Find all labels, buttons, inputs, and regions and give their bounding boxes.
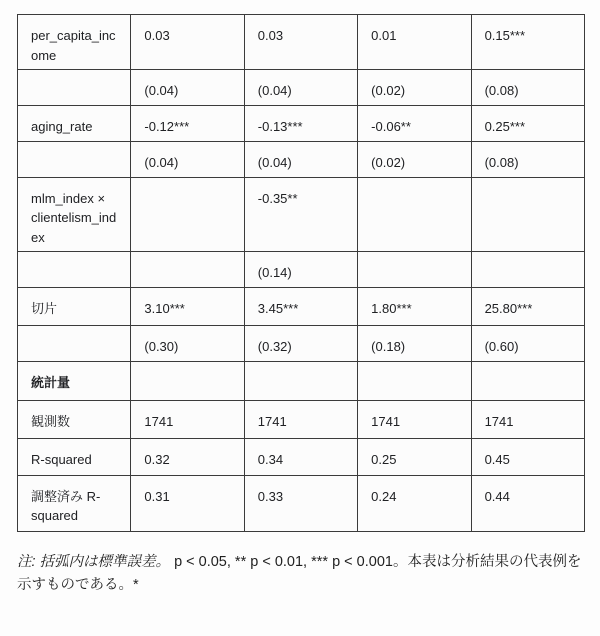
value-cell: (0.04)	[131, 142, 244, 178]
value-cell: 0.45	[471, 438, 584, 475]
row-label-cell: per_capita_income	[18, 15, 131, 70]
table-row-section-header	[18, 361, 585, 400]
value-cell: 0.03	[244, 15, 357, 70]
value-cell: 0.01	[358, 15, 471, 70]
table-row	[18, 438, 585, 475]
value-cell	[131, 361, 244, 400]
value-cell: -0.12***	[131, 106, 244, 142]
table-row	[18, 288, 585, 326]
table-row	[18, 252, 585, 288]
value-cell: 3.45***	[244, 288, 357, 326]
row-label-cell	[18, 326, 131, 362]
value-cell	[244, 361, 357, 400]
value-cell: 25.80***	[471, 288, 584, 326]
value-cell	[131, 252, 244, 288]
value-cell: 1741	[471, 400, 584, 438]
table-row	[18, 15, 585, 70]
value-cell: (0.08)	[471, 70, 584, 106]
value-cell	[358, 361, 471, 400]
row-label-cell: aging_rate	[18, 106, 131, 142]
value-cell: (0.14)	[244, 252, 357, 288]
row-label-cell	[18, 70, 131, 106]
row-label-cell: 切片	[18, 288, 131, 326]
table-row	[18, 106, 585, 142]
table-row	[18, 475, 585, 531]
value-cell: (0.04)	[244, 70, 357, 106]
value-cell: (0.04)	[131, 70, 244, 106]
row-label-cell: mlm_index × clientelism_index	[18, 177, 131, 252]
value-cell	[358, 252, 471, 288]
value-cell	[358, 177, 471, 252]
table-row	[18, 70, 585, 106]
value-cell	[131, 177, 244, 252]
value-cell: (0.08)	[471, 142, 584, 178]
footnote-italic-prefix: 注: 括弧内は標準誤差。	[17, 553, 171, 570]
value-cell: 0.25***	[471, 106, 584, 142]
row-label-cell: 観測数	[18, 400, 131, 438]
value-cell: (0.02)	[358, 70, 471, 106]
value-cell	[471, 252, 584, 288]
table-row	[18, 142, 585, 178]
value-cell: 0.24	[358, 475, 471, 531]
table-row	[18, 177, 585, 252]
value-cell: 1741	[131, 400, 244, 438]
row-label-cell	[18, 142, 131, 178]
row-label-cell: R-squared	[18, 438, 131, 475]
value-cell: (0.30)	[131, 326, 244, 362]
row-label-cell: 調整済み R-squared	[18, 475, 131, 531]
value-cell	[471, 177, 584, 252]
value-cell: 1.80***	[358, 288, 471, 326]
row-label-cell	[18, 252, 131, 288]
footnote-body: p < 0.05, ** p < 0.01, *** p < 0.001。本表は分析結果の代表例を示すものである。*	[17, 553, 582, 593]
value-cell: 0.34	[244, 438, 357, 475]
section-label-cell: 統計量	[18, 361, 131, 400]
value-cell: (0.02)	[358, 142, 471, 178]
regression-results-table	[17, 14, 585, 532]
value-cell: 0.33	[244, 475, 357, 531]
value-cell: 0.03	[131, 15, 244, 70]
value-cell: 0.15***	[471, 15, 584, 70]
value-cell: -0.06**	[358, 106, 471, 142]
value-cell: 0.44	[471, 475, 584, 531]
value-cell: 3.10***	[131, 288, 244, 326]
value-cell: -0.35**	[244, 177, 357, 252]
regression-table	[17, 14, 600, 532]
value-cell: (0.60)	[471, 326, 584, 362]
table-row	[18, 400, 585, 438]
value-cell: 0.31	[131, 475, 244, 531]
value-cell: 1741	[244, 400, 357, 438]
table-footnote	[17, 551, 591, 597]
value-cell: (0.18)	[358, 326, 471, 362]
value-cell: 1741	[358, 400, 471, 438]
value-cell: 0.25	[358, 438, 471, 475]
table-row	[18, 326, 585, 362]
value-cell: 0.32	[131, 438, 244, 475]
value-cell	[471, 361, 584, 400]
value-cell: (0.32)	[244, 326, 357, 362]
value-cell: (0.04)	[244, 142, 357, 178]
value-cell: -0.13***	[244, 106, 357, 142]
